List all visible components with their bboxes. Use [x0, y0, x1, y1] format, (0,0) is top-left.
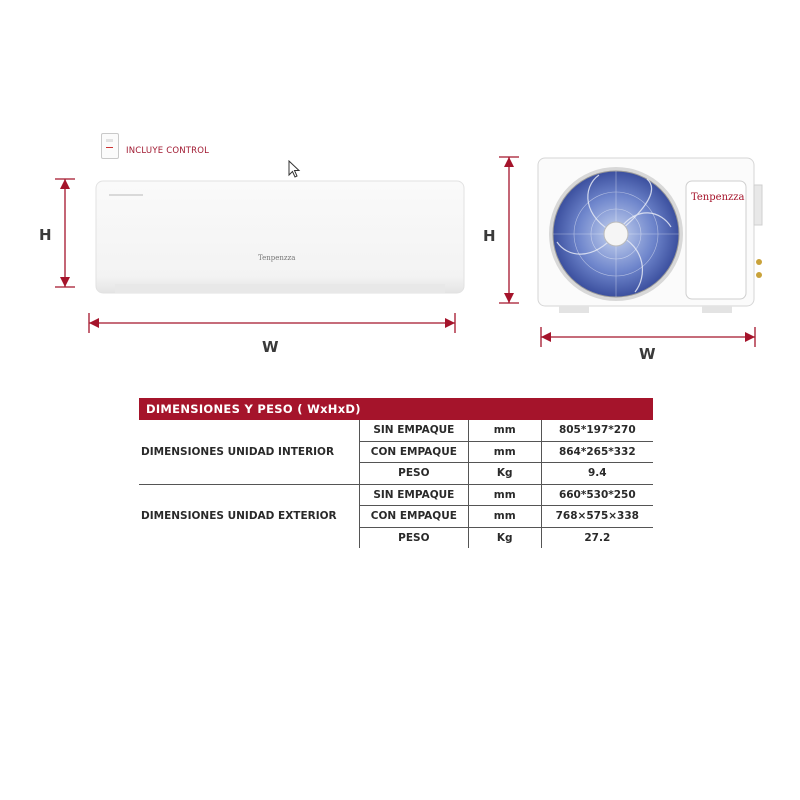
table-row	[139, 484, 653, 506]
row-type: PESO	[359, 463, 468, 485]
outdoor-h-label: H	[483, 227, 496, 245]
row-value: 9.4	[541, 463, 653, 485]
row-type: SIN EMPAQUE	[359, 420, 468, 441]
row-value: 864*265*332	[541, 441, 653, 463]
row-value: 27.2	[541, 527, 653, 548]
table-header: DIMENSIONES Y PESO ( WxHxD)	[139, 398, 653, 420]
outdoor-unit	[537, 157, 771, 315]
row-type: CON EMPAQUE	[359, 506, 468, 528]
row-value: 660*530*250	[541, 484, 653, 506]
group-label-exterior: DIMENSIONES UNIDAD EXTERIOR	[139, 484, 359, 548]
indoor-height-arrow	[55, 176, 75, 290]
outdoor-height-arrow	[499, 154, 519, 306]
row-unit: mm	[468, 484, 541, 506]
row-type: CON EMPAQUE	[359, 441, 468, 463]
outdoor-brand-logo: Tenpenzza	[691, 192, 745, 203]
indoor-unit	[95, 180, 465, 298]
table-row	[139, 420, 653, 441]
mouse-cursor-icon	[287, 160, 301, 180]
row-type: SIN EMPAQUE	[359, 484, 468, 506]
row-value: 768×575×338	[541, 506, 653, 528]
dimensions-table	[139, 398, 653, 548]
row-unit: Kg	[468, 527, 541, 548]
indoor-h-label: H	[39, 226, 52, 244]
row-unit: mm	[468, 420, 541, 441]
indoor-width-arrow	[86, 312, 458, 334]
table-header-row	[139, 398, 653, 420]
row-value: 805*197*270	[558, 424, 636, 437]
indoor-w-label: W	[262, 338, 279, 356]
remote-control-label: INCLUYE CONTROL	[126, 146, 210, 156]
outdoor-w-label: W	[639, 345, 656, 363]
remote-control-icon	[101, 133, 119, 159]
row-type: PESO	[359, 527, 468, 548]
row-unit: Kg	[468, 463, 541, 485]
indoor-brand-logo: Tenpenzza	[258, 254, 296, 262]
row-unit: mm	[468, 441, 541, 463]
group-label-interior: DIMENSIONES UNIDAD INTERIOR	[141, 445, 335, 458]
row-unit: mm	[468, 506, 541, 528]
